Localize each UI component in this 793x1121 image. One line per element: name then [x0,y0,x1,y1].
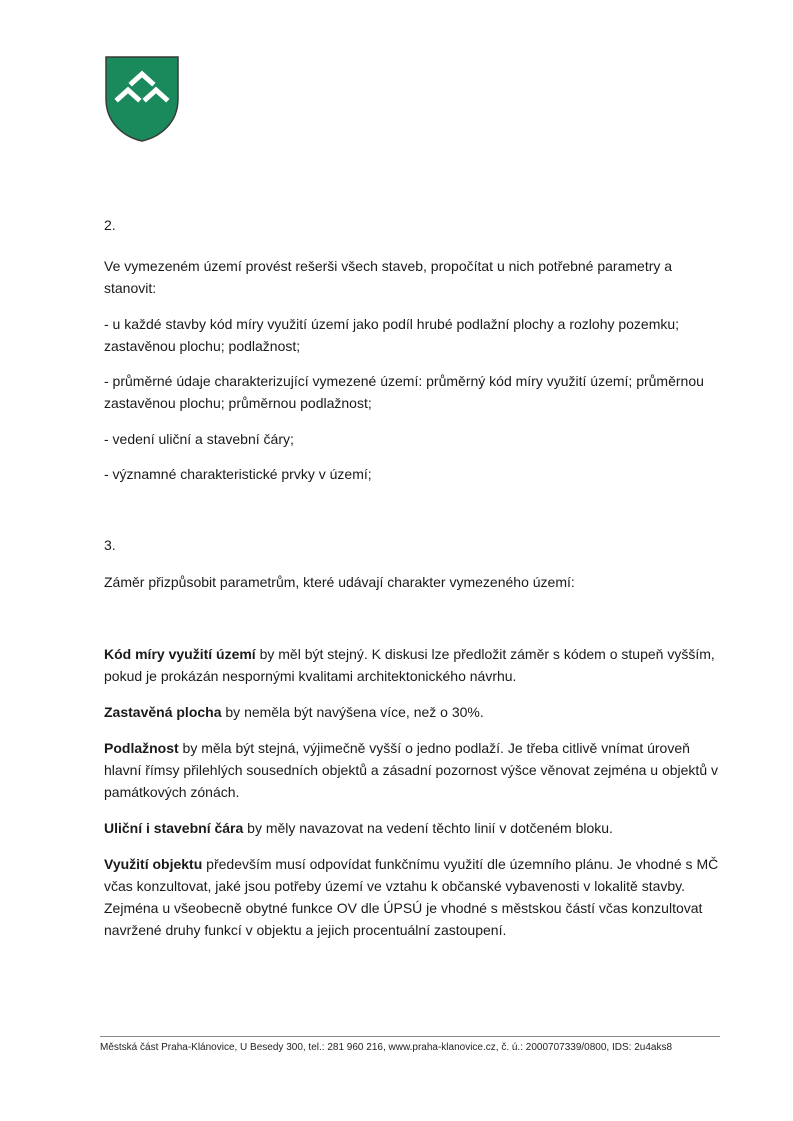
section-2-number: 2. [104,217,116,233]
section-2-item: - vedení uliční a stavební čáry; [104,431,294,447]
parameter-paragraph [104,701,724,723]
parameter-term: Využití objektu [104,856,203,872]
parameter-text: by neměla být navýšena více, než o 30%. [221,704,484,720]
parameter-text: by měla být stejná, výjimečně vyšší o jedno podlaží. Je třeba citlivě vnímat úroveň hlavní římsy přilehlých sousedních objektů a zásadní pozornost výšce věnovat zejména u objektů v památkových zónách. [104,740,718,800]
section-2-item: - u každé stavby kód míry využití území jako podíl hrubé podlažní plochy a rozlohy pozemku; zastavěnou plochu; podlažnost; [104,316,680,354]
section-2-intro: Ve vymezeném území provést rešerši všech staveb, propočítat u nich potřebné parametry a stanovit: [104,258,673,296]
parameter-paragraph [104,737,724,803]
parameter-paragraph [104,643,724,687]
parameter-term: Uliční i stavební čára [104,820,244,836]
parameter-text: by měly navazovat na vedení těchto linií v dotčeném bloku. [243,820,613,836]
parameter-term: Podlažnost [104,740,179,756]
section-3-number: 3. [104,537,116,553]
municipality-coat-of-arms-icon [104,55,180,143]
parameter-term: Zastavěná plocha [104,704,222,720]
footer-contact: Městská část Praha-Klánovice, U Besedy 300, tel.: 281 960 216, www.praha-klanovice.cz, č. ú.: 2000707339/0800, IDS: 2u4aks8 [100,1042,673,1053]
parameter-text: by měl být stejný. K diskusi lze předložit záměr s kódem o stupeň vyšším, pokud je prokázán nespornými kvalitami architektonického návrhu. [104,646,715,684]
section-2-item: - průměrné údaje charakterizující vymezené území: průměrný kód míry využití území; průměrnou zastavěnou plochu; průměrnou podlažnost; [104,373,704,411]
parameter-paragraph [104,817,724,839]
parameter-paragraph [104,853,724,941]
section-2-item: - významné charakteristické prvky v území; [104,466,372,482]
parameter-text: především musí odpovídat funkčnímu využití dle územního plánu. Je vhodné s MČ včas konzultovat, jaké jsou potřeby území ve vztahu k občanské vybavenosti v lokalitě stavby. Zejména u všeobecně obytné funkce OV dle ÚPSÚ je vhodné s městskou částí včas konzultovat navržené druhy funkcí v objektu a jejich procentuální zastoupení. [104,856,719,938]
footer-divider [100,1036,720,1037]
section-3-intro: Záměr přizpůsobit parametrům, které udávají charakter vymezeného území: [104,574,575,590]
parameter-term: Kód míry využití území [104,646,256,662]
